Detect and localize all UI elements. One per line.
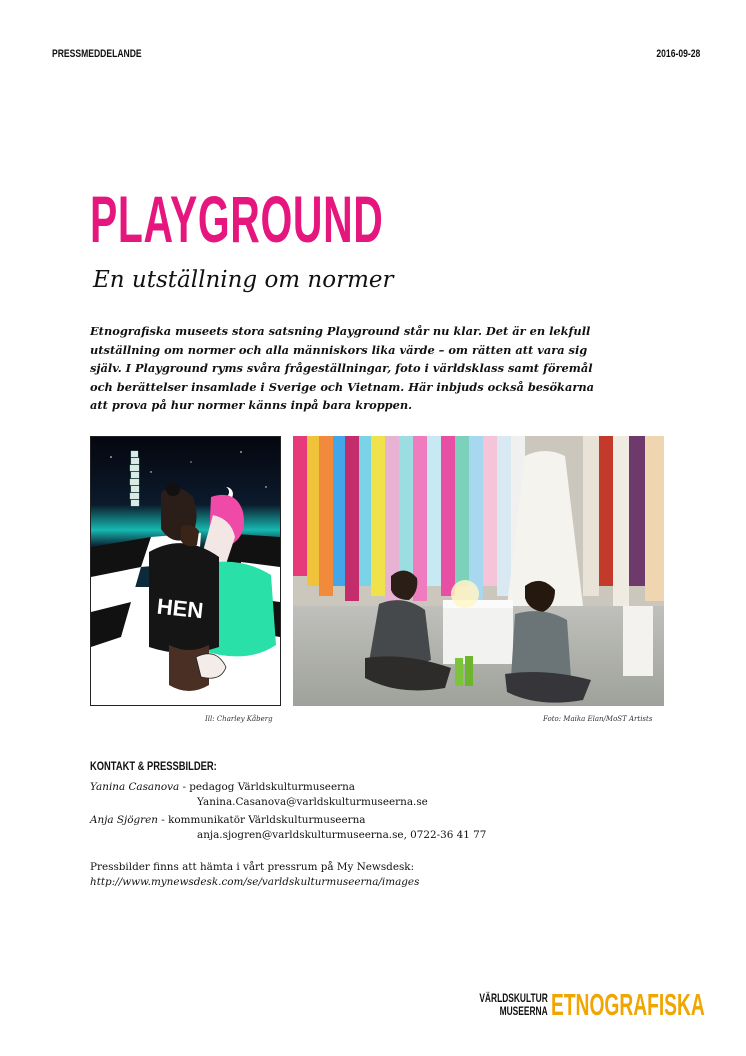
logo-etnografiska: ETNOGRAFISKA [551, 987, 705, 1022]
press-url-link[interactable]: http://www.mynewsdesk.com/se/varldskulturmuseerna/images [90, 876, 420, 888]
page-title: PLAYGROUND [90, 182, 384, 256]
illustration-artwork [91, 437, 280, 705]
photo-image [293, 436, 664, 706]
contact-heading: KONTAKT & PRESSBILDER: [90, 759, 217, 773]
intro-paragraph: Etnografiska museets stora satsning Playground står nu klar. Det är en lekfull utställning om normer och alla människors lika värde – om rätten att vara sig själv. I Playground ryms svåra frågeställningar, foto i världsklass samt föremål och berättelser insamlade i Sverige och Vietnam. Här inbjuds också besökarna att prova på hur normer känns inpå bara kroppen. [90, 324, 594, 412]
logo-line1: VÄRLDSKULTUR [479, 991, 548, 1005]
logo-varldskultur [480, 992, 548, 1018]
contact-email-1[interactable]: Yanina.Casanova@varldskulturmuseerna.se [197, 796, 428, 808]
shirt-text: HEN [155, 593, 205, 624]
contact-email-2[interactable]: anja.sjogren@varldskulturmuseerna.se, 0722-36 41 77 [197, 829, 487, 841]
contact-person-2 [90, 813, 365, 828]
contact-person-1 [90, 780, 355, 795]
logo-line2: MUSEERNA [499, 1004, 548, 1018]
illustration-caption: Ill: Charley Kåberg [205, 715, 273, 723]
contact-role-1: - pedagog Världskulturmuseerna [179, 781, 355, 793]
contact-name-1: Yanina Casanova [90, 781, 180, 793]
press-text: Pressbilder finns att hämta i vårt pressrum på My Newsdesk: [90, 861, 415, 873]
photo-artwork [293, 436, 664, 706]
document-type-label: PRESSMEDDELANDE [52, 48, 142, 60]
contact-role-2: - kommunikatör Världskulturmuseerna [157, 814, 366, 826]
document-date: 2016-09-28 [656, 48, 700, 60]
illustration-image [90, 436, 281, 706]
page-subtitle: En utställning om normer [93, 267, 394, 293]
photo-caption: Foto: Maika Elan/MoST Artists [543, 715, 653, 723]
contact-name-2: Anja Sjögren [90, 814, 158, 826]
